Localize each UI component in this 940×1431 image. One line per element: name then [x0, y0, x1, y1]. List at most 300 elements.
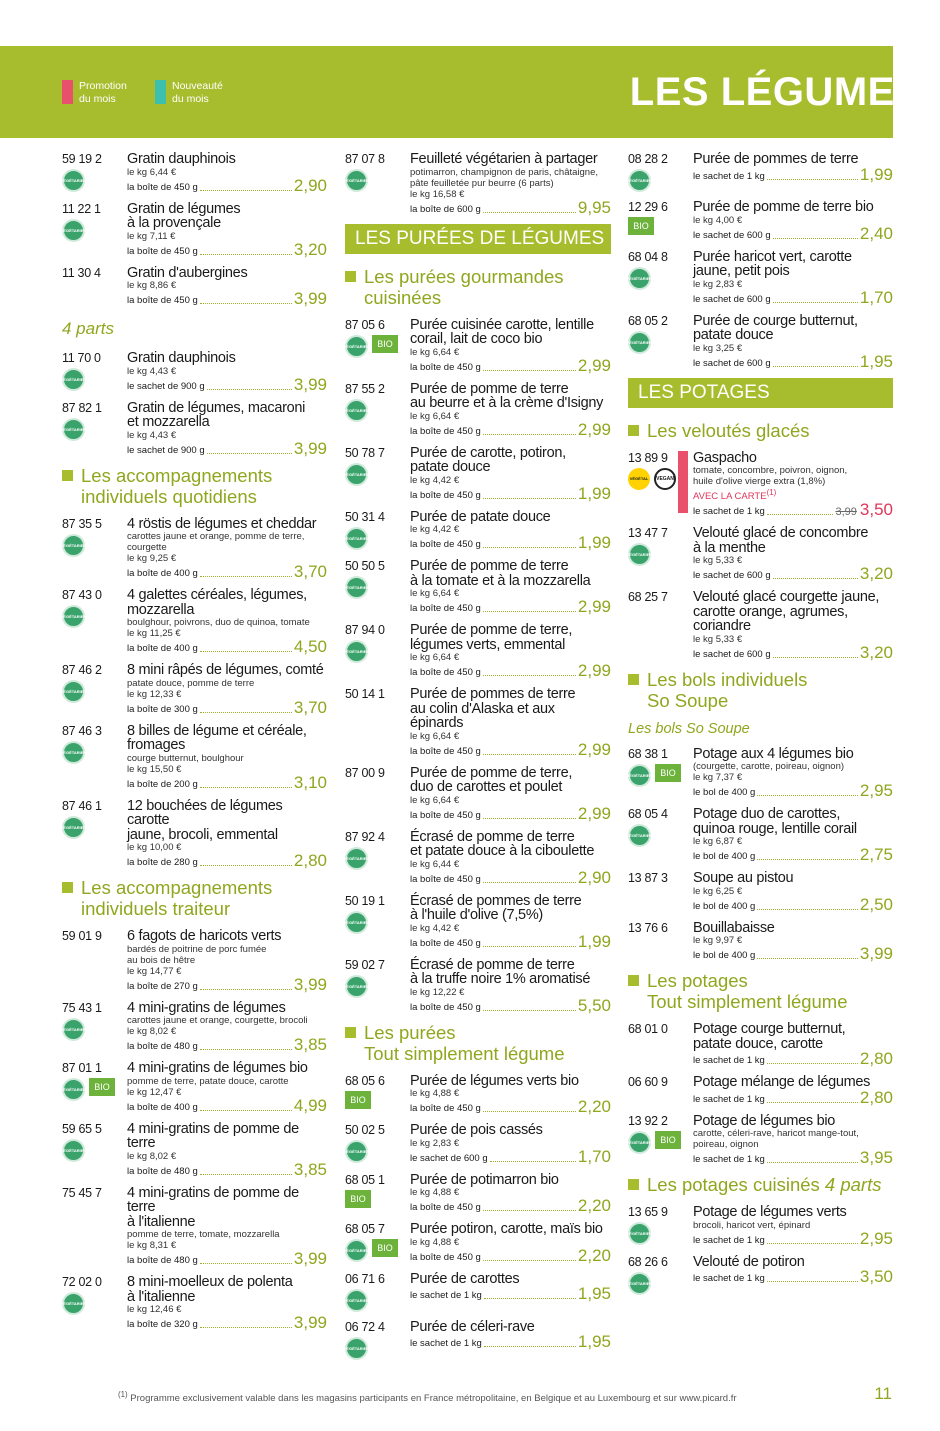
product-name: Gratin dauphinois: [127, 350, 236, 366]
price-row: [410, 1099, 611, 1115]
vegetarian-badge-icon: VÉGÉTARIEN: [345, 640, 368, 663]
vegetarian-badge-icon: VÉGÉTARIEN: [628, 543, 651, 566]
product-badges: [62, 219, 127, 242]
section-title: [628, 970, 893, 1012]
product-item: [345, 152, 611, 216]
product-code: 87 46 2: [62, 663, 102, 677]
price-leader: [200, 254, 292, 255]
price: 2,99: [577, 419, 611, 439]
price-per-kg: le kg 6,64 €: [410, 794, 460, 806]
product-code: 06 60 9: [628, 1075, 668, 1090]
footnote-marker: (1): [118, 1390, 128, 1399]
product-name: Velouté glacé courgette jaune, carotte orange, agrumes, coriandre: [693, 589, 880, 635]
price: 3,70: [293, 562, 327, 581]
product-meta: [62, 266, 127, 308]
price: 2,90: [577, 867, 611, 887]
product-badges: [345, 463, 410, 486]
price-leader: [773, 238, 858, 239]
product-badges: [628, 331, 693, 354]
product-code: 87 94 0: [345, 623, 385, 637]
vegetarian-badge-icon: VÉGÉTARIEN: [628, 331, 651, 354]
price-per-kg: le kg 2,83 €: [693, 278, 743, 290]
price-leader: [200, 1327, 292, 1328]
price: 2,95: [859, 1228, 893, 1248]
product-code: 13 92 2: [628, 1113, 668, 1128]
price-leader: [757, 909, 858, 910]
price-per-kg: le kg 4,42 €: [410, 922, 460, 934]
product-name: Purée de potimarron bio: [410, 1171, 559, 1188]
product-badges: [345, 1239, 410, 1262]
section-marker: [62, 882, 73, 893]
product-item: [628, 871, 893, 913]
section-marker: [345, 271, 356, 282]
vegetarian-badge-icon: VÉGÉTARIEN: [628, 764, 651, 787]
price-per-kg: le kg 4,00 €: [693, 214, 743, 226]
price: 1,95: [577, 1284, 611, 1303]
product-meta: [62, 1122, 127, 1178]
price-leader: [200, 787, 292, 788]
product-name: Potage mélange de légumes: [693, 1074, 871, 1091]
product-name: Potage courge butternut, patate douce, carotte: [693, 1021, 846, 1052]
package-size: la boîte de 300 g: [127, 703, 198, 715]
price-row: [127, 697, 327, 717]
product-meta: [62, 517, 127, 581]
product-name: 12 bouchées de légumes carotte jaune, brocoli, emmental: [127, 797, 283, 843]
price-per-kg: le kg 6,44 €: [127, 166, 177, 178]
product-item: [62, 517, 327, 581]
product-meta: [62, 1275, 127, 1331]
product-meta: [628, 1205, 693, 1247]
price-leader: [483, 498, 576, 499]
product-code: 72 02 0: [62, 1275, 102, 1289]
vegetarian-badge-icon: VÉGÉTARIEN: [628, 1131, 651, 1154]
price-row: [693, 502, 893, 518]
product-code: 87 92 4: [345, 829, 385, 844]
price: 2,80: [293, 851, 327, 870]
product-code: 50 02 5: [345, 1123, 385, 1137]
product-item: [62, 152, 327, 194]
product-name: Écrasé de pomme de terre à la truffe noire 1% aromatisé: [410, 956, 591, 987]
product-name: 4 mini-gratins de pomme de terre à l'italienne: [127, 1184, 299, 1230]
product-code: 50 19 1: [345, 893, 385, 908]
product-badges: [62, 680, 127, 703]
product-code: 87 05 6: [345, 317, 385, 332]
product-code: 13 76 6: [628, 920, 668, 935]
column-2: [345, 152, 611, 1368]
package-size: le sachet de 1 kg: [693, 1273, 765, 1285]
price-leader: [483, 1010, 576, 1011]
product-item: [628, 1114, 893, 1167]
price-row: [693, 566, 893, 582]
price-row: [693, 1228, 893, 1248]
product-item: [345, 623, 611, 679]
page-number: 11: [874, 1384, 892, 1403]
price-row: [410, 355, 611, 375]
vegan-badge-icon: VEGAN: [654, 468, 676, 490]
product-meta: [62, 1061, 127, 1114]
product-description: brocoli, haricot vert, épinard: [693, 1219, 811, 1231]
package-size: la boîte de 450 g: [410, 667, 481, 678]
product-item: [345, 510, 611, 552]
price: 1,70: [577, 1146, 611, 1166]
product-details: [693, 1114, 893, 1167]
product-code: 11 30 4: [62, 265, 101, 280]
price-row: [410, 1334, 611, 1350]
price-row: [127, 175, 327, 195]
price-row: [410, 867, 611, 887]
package-size: la boîte de 450 g: [410, 539, 481, 550]
price: 3,50: [859, 500, 893, 520]
price-leader: [767, 1281, 858, 1282]
product-badges: [345, 1091, 410, 1109]
product-details: [693, 1255, 893, 1295]
package-size: le sachet de 600 g: [693, 648, 771, 660]
product-badges: [628, 1131, 693, 1154]
price-row: [693, 164, 893, 184]
price: 3,20: [859, 564, 893, 584]
price-leader: [483, 882, 576, 883]
product-item: [628, 200, 893, 242]
product-meta: [62, 1186, 127, 1268]
product-meta: [628, 921, 693, 963]
package-size: le bol de 400 g: [693, 787, 756, 799]
product-details: [693, 451, 893, 519]
product-badges: [62, 368, 127, 391]
price-per-kg: le kg 4,42 €: [410, 524, 460, 535]
product-code: 11 22 1: [62, 201, 101, 216]
price-per-kg: le kg 4,43 €: [127, 365, 177, 377]
price-per-kg: le kg 12,46 €: [127, 1304, 182, 1315]
price-row: [410, 739, 611, 759]
product-badges: [62, 605, 127, 628]
product-name: Potage duo de carottes, quinoa rouge, lentille corail: [693, 806, 857, 837]
price-per-kg: le kg 6,64 €: [410, 730, 460, 742]
product-code: 06 72 4: [345, 1319, 385, 1334]
product-name: Feuilleté végétarien à partager: [410, 151, 598, 167]
price-row: [693, 223, 893, 243]
package-size: la boîte de 320 g: [127, 1319, 198, 1330]
product-name: Purée de pomme de terre, duo de carottes et poulet: [410, 764, 573, 795]
product-code: 68 05 7: [345, 1222, 385, 1236]
price-per-kg: le kg 4,43 €: [127, 429, 177, 441]
new-swatch: [155, 80, 166, 104]
price: 1,70: [859, 287, 893, 307]
package-size: la boîte de 450 g: [127, 245, 198, 257]
vegetarian-badge-icon: VÉGÉTARIEN: [62, 1018, 85, 1041]
price-per-kg: le kg 6,87 €: [693, 836, 743, 848]
vegetarian-badge-icon: VÉGÉTARIEN: [62, 219, 85, 242]
price: 3,99: [293, 374, 327, 394]
price-row: [693, 351, 893, 371]
product-details: [410, 318, 611, 374]
product-name: Purée de pois cassés: [410, 1122, 543, 1138]
product-details: [693, 250, 893, 306]
product-details: [693, 747, 893, 800]
product-description: carottes jaune et orange, courgette, brocoli: [127, 1015, 308, 1026]
product-item: [345, 382, 611, 438]
price: 2,99: [577, 803, 611, 823]
product-meta: [345, 1222, 410, 1264]
product-code: 68 05 1: [345, 1172, 385, 1187]
product-item: [345, 1222, 611, 1264]
section-title: [628, 1174, 893, 1195]
price-row: [410, 483, 611, 503]
price-leader: [767, 1063, 858, 1064]
package-size: le sachet de 900 g: [127, 380, 205, 392]
vegetarian-badge-icon: VÉGÉTARIEN: [345, 527, 368, 550]
product-code: 08 28 2: [628, 152, 668, 166]
product-badges: [345, 169, 410, 192]
product-code: 13 47 7: [628, 526, 668, 541]
product-name: 4 röstis de légumes et cheddar: [127, 515, 317, 532]
product-meta: [345, 1272, 410, 1312]
product-name: Potage aux 4 légumes bio: [693, 745, 854, 762]
product-description: boulghour, poivrons, duo de quinoa, tomate: [127, 617, 310, 628]
old-price: 3,99: [835, 506, 857, 519]
product-item: [62, 202, 327, 258]
price-leader: [483, 754, 576, 755]
product-code: 87 07 8: [345, 152, 385, 166]
price-row: [410, 419, 611, 439]
price: 3,20: [859, 642, 893, 662]
price-per-kg: le kg 11,25 €: [127, 628, 181, 639]
product-name: 8 billes de légume et céréale, fromages: [127, 722, 307, 753]
product-code: 68 04 8: [628, 249, 668, 264]
price-per-kg: le kg 3,25 €: [693, 342, 743, 354]
product-description: pomme de terre, patate douce, carotte: [127, 1075, 289, 1087]
price-leader: [773, 578, 858, 579]
product-meta: [628, 314, 693, 370]
product-item: [628, 1205, 893, 1247]
price: 4,99: [293, 1095, 327, 1115]
product-code: 50 31 4: [345, 509, 385, 524]
package-size: le sachet de 1 kg: [693, 506, 765, 518]
product-meta: [345, 1320, 410, 1360]
price-row: [127, 1095, 327, 1115]
vegetarian-badge-icon: VÉGÉTARIEN: [345, 1239, 368, 1262]
product-code: 06 71 6: [345, 1271, 385, 1286]
product-meta: [345, 623, 410, 679]
price-per-kg: le kg 8,02 €: [127, 1026, 177, 1037]
product-meta: [62, 799, 127, 870]
product-name: 8 mini-moelleux de polenta à l'italienne: [127, 1274, 293, 1305]
product-badges: [62, 418, 127, 441]
section-label: Les accompagnements individuels traiteur: [81, 877, 273, 919]
price: 2,99: [577, 661, 611, 680]
product-item: [345, 894, 611, 950]
product-item: [345, 766, 611, 822]
price-per-kg: le kg 4,42 €: [410, 474, 460, 486]
product-badges: [345, 527, 410, 550]
product-details: [127, 588, 327, 655]
product-badges: [628, 764, 693, 787]
product-code: 59 02 7: [345, 957, 385, 972]
product-details: [127, 1275, 327, 1331]
section-title: [345, 1022, 611, 1064]
product-meta: [62, 663, 127, 716]
product-item: [345, 1123, 611, 1165]
price-leader: [757, 859, 858, 860]
section-label: Les purées gourmandes cuisinées: [364, 265, 564, 308]
vegetarian-badge-icon: VÉGÉTARIEN: [62, 534, 85, 557]
product-name: Purée cuisinée carotte, lentille corail, lait de coco bio: [410, 316, 594, 347]
product-badges: [345, 847, 410, 870]
product-details: [693, 1075, 893, 1106]
price: 2,99: [577, 739, 611, 759]
package-size: la boîte de 450 g: [410, 745, 481, 757]
product-item: [628, 152, 893, 192]
vegetarian-badge-icon: VÉGÉTARIEN: [62, 605, 85, 628]
product-description: (courgette, carotte, poireau, oignon): [693, 761, 845, 773]
product-item: [345, 830, 611, 886]
product-details: [693, 1205, 893, 1247]
price-leader: [767, 1162, 858, 1163]
package-size: le sachet de 600 g: [410, 1152, 488, 1164]
product-item: [628, 451, 893, 519]
product-name: Velouté de potiron: [693, 1253, 805, 1270]
product-meta: [345, 152, 410, 216]
product-description: pomme de terre, tomate, mozzarella: [127, 1229, 280, 1240]
product-name: Bouillabaisse: [693, 919, 775, 936]
section-marker: [628, 975, 639, 986]
price-row: [693, 1051, 893, 1067]
product-code: 87 00 9: [345, 765, 385, 780]
product-code: 75 45 7: [62, 1185, 102, 1200]
product-meta: [628, 807, 693, 863]
price: 2,90: [293, 175, 327, 195]
product-details: [127, 202, 327, 258]
package-size: le sachet de 1 kg: [693, 170, 765, 182]
price-leader: [483, 434, 576, 435]
price-row: [127, 291, 327, 307]
price-leader: [490, 1161, 576, 1162]
product-name: Purée de pomme de terre au beurre et à la crème d'Isigny: [410, 380, 604, 411]
vegetarian-badge-icon: VÉGÉTARIEN: [628, 1222, 651, 1245]
price-row: [410, 663, 611, 679]
price-per-kg: le kg 6,25 €: [693, 885, 743, 897]
product-meta: [345, 687, 410, 758]
product-badges: [345, 399, 410, 422]
product-details: [693, 314, 893, 370]
price-row: [410, 1146, 611, 1166]
product-item: [345, 446, 611, 502]
price-row: [410, 995, 611, 1015]
price: 2,99: [577, 355, 611, 375]
product-name: 4 galettes céréales, légumes, mozzarella: [127, 587, 307, 618]
price-row: [693, 1087, 893, 1107]
product-name: Gratin d'aubergines: [127, 264, 248, 281]
package-size: la boîte de 450 g: [410, 361, 481, 373]
package-size: le sachet de 1 kg: [693, 1093, 765, 1105]
product-item: [345, 1173, 611, 1215]
product-meta: [345, 559, 410, 615]
product-meta: [62, 724, 127, 791]
organic-leaf-icon: BIO: [655, 1131, 681, 1149]
price: 2,20: [577, 1245, 611, 1265]
price-leader: [483, 547, 576, 548]
price-per-kg: le kg 14,77 €: [127, 965, 182, 977]
product-code: 68 05 2: [628, 313, 668, 328]
product-code: 12 29 6: [628, 200, 668, 214]
price-leader: [483, 946, 576, 947]
section-label: Les potages Tout simplement légume: [647, 970, 848, 1013]
price-row: [127, 374, 327, 394]
product-item: [62, 401, 327, 457]
price-row: [410, 1198, 611, 1214]
price: 2,20: [577, 1097, 611, 1116]
product-badges: [345, 1140, 410, 1163]
product-details: [127, 724, 327, 791]
price-leader: [200, 576, 292, 577]
product-item: [345, 1320, 611, 1360]
price-row: [127, 772, 327, 792]
promotion-marker: [678, 451, 688, 513]
product-details: [693, 200, 893, 242]
section-marker: [628, 425, 639, 436]
price-leader: [767, 179, 858, 180]
product-meta: [345, 958, 410, 1014]
section-marker: [628, 674, 639, 685]
product-details: [410, 687, 611, 758]
product-description: carottes jaune et orange, pomme de terre, courgette: [127, 531, 305, 553]
price-per-kg: le kg 4,88 €: [410, 1088, 460, 1099]
vegetarian-badge-icon: VÉGÉTARIEN: [345, 169, 368, 192]
product-badges: [62, 169, 127, 192]
price: 3,99: [859, 944, 893, 964]
organic-leaf-icon: BIO: [372, 1239, 398, 1257]
product-details: [693, 590, 893, 661]
product-item: [628, 1022, 893, 1067]
package-size: la boîte de 200 g: [127, 778, 198, 790]
package-size: le sachet de 600 g: [693, 229, 771, 241]
vegetarian-badge-icon: VÉGÉTARIEN: [345, 463, 368, 486]
section-label-italic: 4 parts: [824, 1174, 882, 1196]
product-item: [345, 318, 611, 374]
category-banner: LES PURÉES DE LÉGUMES: [345, 224, 611, 254]
price-per-kg: le kg 12,47 €: [127, 1086, 182, 1098]
product-details: [410, 623, 611, 679]
section-title: [345, 266, 611, 308]
vegetarian-badge-icon: VÉGÉTARIEN: [62, 1078, 85, 1101]
promo-footnote-marker: (1): [766, 488, 777, 497]
legend-label: Nouveauté du mois: [172, 80, 223, 105]
product-item: [628, 807, 893, 863]
product-code: 59 65 5: [62, 1121, 102, 1136]
price-row: [410, 803, 611, 823]
section-marker: [628, 1179, 639, 1190]
product-item: [628, 590, 893, 661]
product-item: [628, 250, 893, 306]
product-item: [62, 1061, 327, 1114]
product-item: [62, 1122, 327, 1178]
package-size: la boîte de 600 g: [410, 203, 481, 215]
product-item: [62, 1275, 327, 1331]
price-row: [127, 438, 327, 458]
product-details: [410, 382, 611, 438]
product-badges: [628, 217, 693, 235]
package-size: le sachet de 600 g: [693, 357, 771, 369]
product-meta: [345, 1173, 410, 1215]
price-row: [410, 931, 611, 951]
vegetarian-badge-icon: VÉGÉTARIEN: [62, 816, 85, 839]
product-badges: [345, 335, 410, 358]
section-label: Les accompagnements individuels quotidiens: [81, 464, 273, 507]
vegetarian-badge-icon: VÉGÉTARIEN: [345, 911, 368, 934]
section-label: Les bols individuels So Soupe: [647, 668, 808, 711]
product-name: Purée de carottes: [410, 1270, 520, 1287]
price-leader: [483, 1210, 576, 1211]
package-size: la boîte de 480 g: [127, 1255, 198, 1266]
